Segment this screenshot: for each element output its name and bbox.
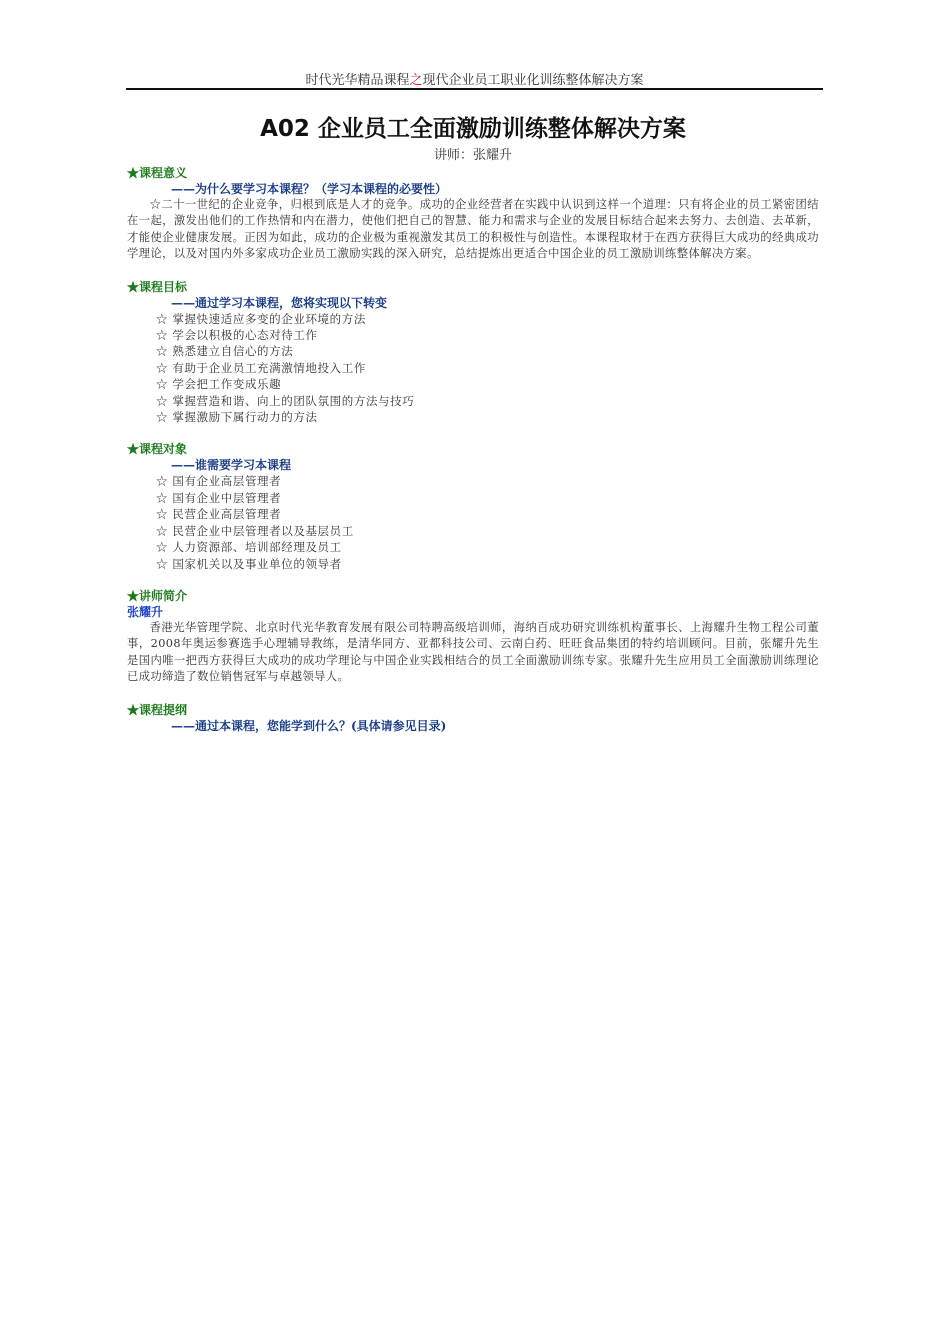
audience-list — [127, 473, 819, 571]
instructor-name: 张耀升 — [127, 604, 164, 619]
spacer — [127, 263, 819, 279]
section-heading-audience: ★课程对象 — [127, 442, 188, 457]
section-heading-goals: ★课程目标 — [127, 279, 188, 294]
list-item: ☆ 民营企业高层管理者 — [156, 507, 282, 522]
header-text-before: 时代光华精品课程 — [305, 73, 410, 88]
document-title: A02 企业员工全面激励训练整体解决方案 — [260, 116, 686, 142]
header-text-after: 现代企业员工职业化训练整体解决方案 — [422, 73, 644, 88]
list-item: ☆ 学会把工作变成乐趣 — [156, 377, 282, 392]
spacer — [127, 425, 819, 441]
section-heading-significance: ★课程意义 — [127, 166, 188, 180]
section-subheading-audience: ——谁需要学习本课程 — [171, 458, 292, 473]
document-body — [127, 112, 819, 734]
section-subheading-outline: ——通过本课程，您能学到什么？(具体请参见目录) — [171, 718, 447, 733]
list-item: ☆ 掌握营造和谐、向上的团队氛围的方法与技巧 — [156, 393, 415, 408]
spacer — [127, 572, 819, 588]
section-subheading-significance: ——为什么要学习本课程？（学习本课程的必要性） — [171, 182, 448, 196]
list-item: ☆ 掌握快速适应多变的企业环境的方法 — [156, 311, 366, 326]
list-item: ☆ 掌握激励下属行动力的方法 — [156, 410, 318, 425]
list-item: ☆ 国有企业中层管理者 — [156, 490, 282, 505]
section-heading-instructor: ★讲师简介 — [127, 588, 188, 603]
spacer — [127, 686, 819, 702]
list-item: ☆ 熟悉建立自信心的方法 — [156, 344, 294, 359]
list-item: ☆ 国有企业高层管理者 — [156, 474, 282, 489]
goals-list — [127, 311, 819, 426]
header-accent: 之 — [409, 73, 423, 88]
list-item: ☆ 有助于企业员工充满激情地投入工作 — [156, 360, 366, 375]
list-item: ☆ 人力资源部、培训部经理及员工 — [156, 540, 342, 555]
lecturer-line: 讲师：张耀升 — [433, 148, 512, 163]
list-item: ☆ 国家机关以及事业单位的领导者 — [156, 556, 342, 571]
header-rule — [126, 88, 823, 90]
instructor-paragraph: 香港光华管理学院、北京时代光华教育发展有限公司特聘高级培训师，海纳百成功研究训练机构董事长、上海耀升生物工程公司董事，2008年奥运参赛选手心理辅导教练，是清华同方、亚都科技公司、云南白药、旺旺食品集团的特约培训顾问。目前，张耀升先生是国内唯一把西方获得巨大成功的成功学理论与中国企业实践相结合的员工全面激励训练专家。张耀升先生应用员工全面激励训练理论已成功缔造了数位销售冠军与卓越领导人。 — [127, 620, 819, 684]
section-subheading-goals: ——通过学习本课程，您将实现以下转变 — [171, 295, 388, 310]
list-item: ☆ 民营企业中层管理者以及基层员工 — [156, 523, 354, 538]
significance-paragraph: ☆二十一世纪的企业竞争，归根到底是人才的竞争。成功的企业经营者在实践中认识到这样一个道理：只有将企业的员工紧密团结在一起，激发出他们的工作热情和内在潜力，使他们把自己的智慧、能力和需求与企业的发展目标结合起来去努力、去创造、去革新，才能使企业健康发展。正因为如此，成功的企业极为重视激发其员工的积极性与创造性。本课程取材于在西方获得巨大成功的经典成功学理论，以及对国内外多家成功企业员工激励实践的深入研究，总结提炼出更适合中国企业的员工激励训练整体解决方案。 — [127, 198, 819, 261]
running-header — [126, 69, 823, 88]
list-item: ☆ 学会以积极的心态对待工作 — [156, 328, 318, 343]
section-heading-outline: ★课程提纲 — [127, 702, 188, 717]
